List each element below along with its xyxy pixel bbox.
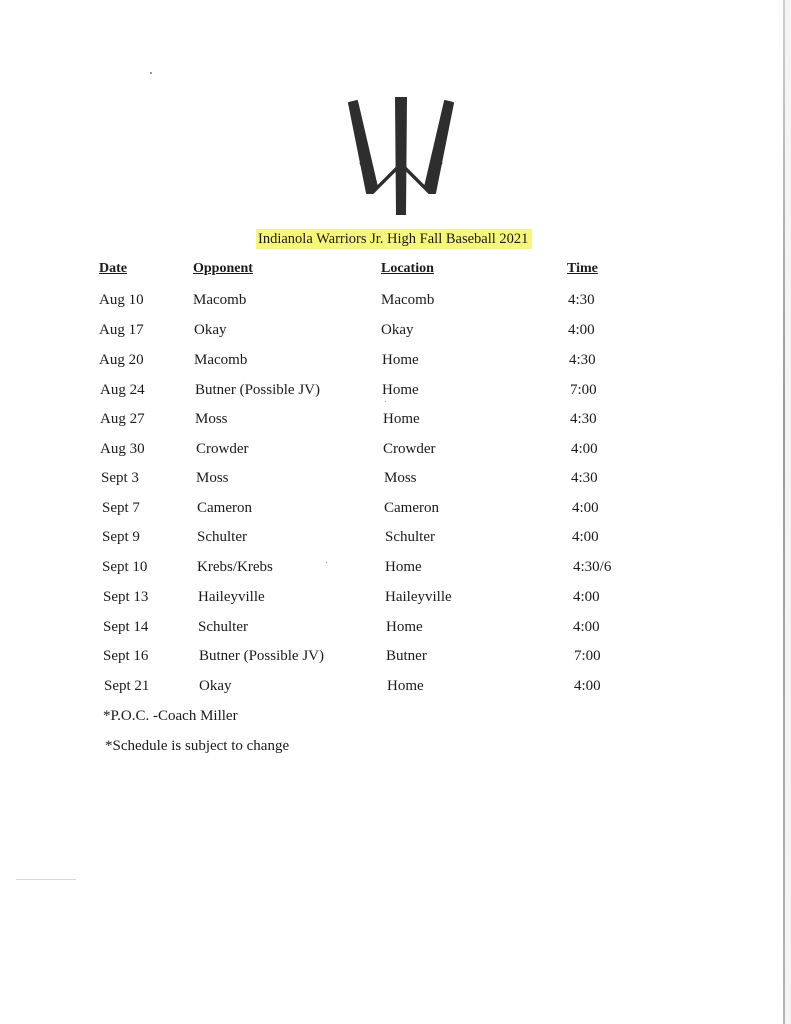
row-opponent: Cameron: [197, 500, 252, 516]
row-location: Home: [383, 411, 420, 427]
row-date: Sept 14: [103, 619, 149, 635]
row-opponent: Moss: [195, 411, 228, 427]
row-opponent: Macomb: [194, 352, 248, 368]
row-time: 4:00: [574, 678, 601, 694]
row-location: Moss: [384, 470, 417, 486]
row-time: 4:30: [571, 470, 598, 486]
trident-w-logo-icon: [343, 97, 459, 215]
schedule-row: [0, 380, 791, 404]
row-date: Sept 13: [103, 589, 149, 605]
row-location: Macomb: [381, 292, 435, 308]
schedule-row: [0, 409, 791, 433]
schedule-title: Indianola Warriors Jr. High Fall Baseball 2021: [256, 229, 532, 249]
row-time: 4:00: [573, 589, 600, 605]
row-time: 4:00: [568, 322, 595, 338]
schedule-row: [0, 468, 791, 492]
row-opponent: Moss: [196, 470, 229, 486]
schedule-row: [0, 527, 791, 551]
row-time: 4:00: [573, 619, 600, 635]
row-location: Home: [382, 382, 419, 398]
schedule-row: [0, 646, 791, 670]
schedule-row: [0, 498, 791, 522]
row-location: Cameron: [384, 500, 439, 516]
schedule-row: [0, 557, 791, 581]
row-date: Sept 9: [102, 529, 140, 545]
row-opponent: Okay: [199, 678, 232, 694]
row-date: Sept 10: [102, 559, 148, 575]
row-time: 4:00: [571, 441, 598, 457]
row-date: Aug 17: [99, 322, 144, 338]
schedule-row: [0, 320, 791, 344]
row-location: Butner: [386, 648, 427, 664]
row-location: Crowder: [383, 441, 436, 457]
row-location: Home: [386, 619, 423, 635]
row-time: 4:00: [572, 529, 599, 545]
schedule-row: [0, 676, 791, 700]
column-header-location: Location: [381, 261, 434, 276]
schedule-row: [0, 617, 791, 641]
row-opponent: Schulter: [197, 529, 247, 545]
row-time: 4:00: [572, 500, 599, 516]
row-date: Sept 7: [102, 500, 140, 516]
row-date: Sept 3: [101, 470, 139, 486]
row-date: Aug 24: [100, 382, 145, 398]
row-opponent: Schulter: [198, 619, 248, 635]
row-opponent: Krebs/Krebs: [197, 559, 273, 575]
row-location: Okay: [381, 322, 414, 338]
row-opponent: Okay: [194, 322, 227, 338]
row-date: Sept 16: [103, 648, 149, 664]
row-location: Schulter: [385, 529, 435, 545]
schedule-change-note: *Schedule is subject to change: [105, 738, 290, 754]
row-opponent: Haileyville: [198, 589, 265, 605]
schedule-row: [0, 587, 791, 611]
column-header-opponent: Opponent: [193, 261, 253, 276]
row-time: 7:00: [570, 382, 597, 398]
row-time: 4:30: [568, 292, 595, 308]
schedule-row: [0, 350, 791, 374]
row-time: 7:00: [574, 648, 601, 664]
row-location: Home: [385, 559, 422, 575]
point-of-contact-note: *P.O.C. -Coach Miller: [103, 708, 238, 724]
row-time: 4:30: [570, 411, 597, 427]
row-location: Home: [387, 678, 424, 694]
row-date: Aug 10: [99, 292, 144, 308]
scan-speck: [150, 72, 152, 74]
column-header-date: Date: [99, 261, 127, 276]
schedule-row: [0, 290, 791, 314]
row-opponent: Butner (Possible JV): [195, 382, 320, 398]
row-location: Haileyville: [385, 589, 452, 605]
row-time: 4:30/6: [573, 559, 612, 575]
row-opponent: Macomb: [193, 292, 247, 308]
row-date: Aug 27: [100, 411, 145, 427]
row-opponent: Butner (Possible JV): [199, 648, 324, 664]
scan-artifact-line: [16, 879, 76, 880]
row-date: Aug 30: [100, 441, 145, 457]
row-location: Home: [382, 352, 419, 368]
schedule-row: [0, 439, 791, 463]
column-header-time: Time: [567, 261, 598, 276]
row-time: 4:30: [569, 352, 596, 368]
row-opponent: Crowder: [196, 441, 249, 457]
row-date: Sept 21: [104, 678, 150, 694]
row-date: Aug 20: [99, 352, 144, 368]
